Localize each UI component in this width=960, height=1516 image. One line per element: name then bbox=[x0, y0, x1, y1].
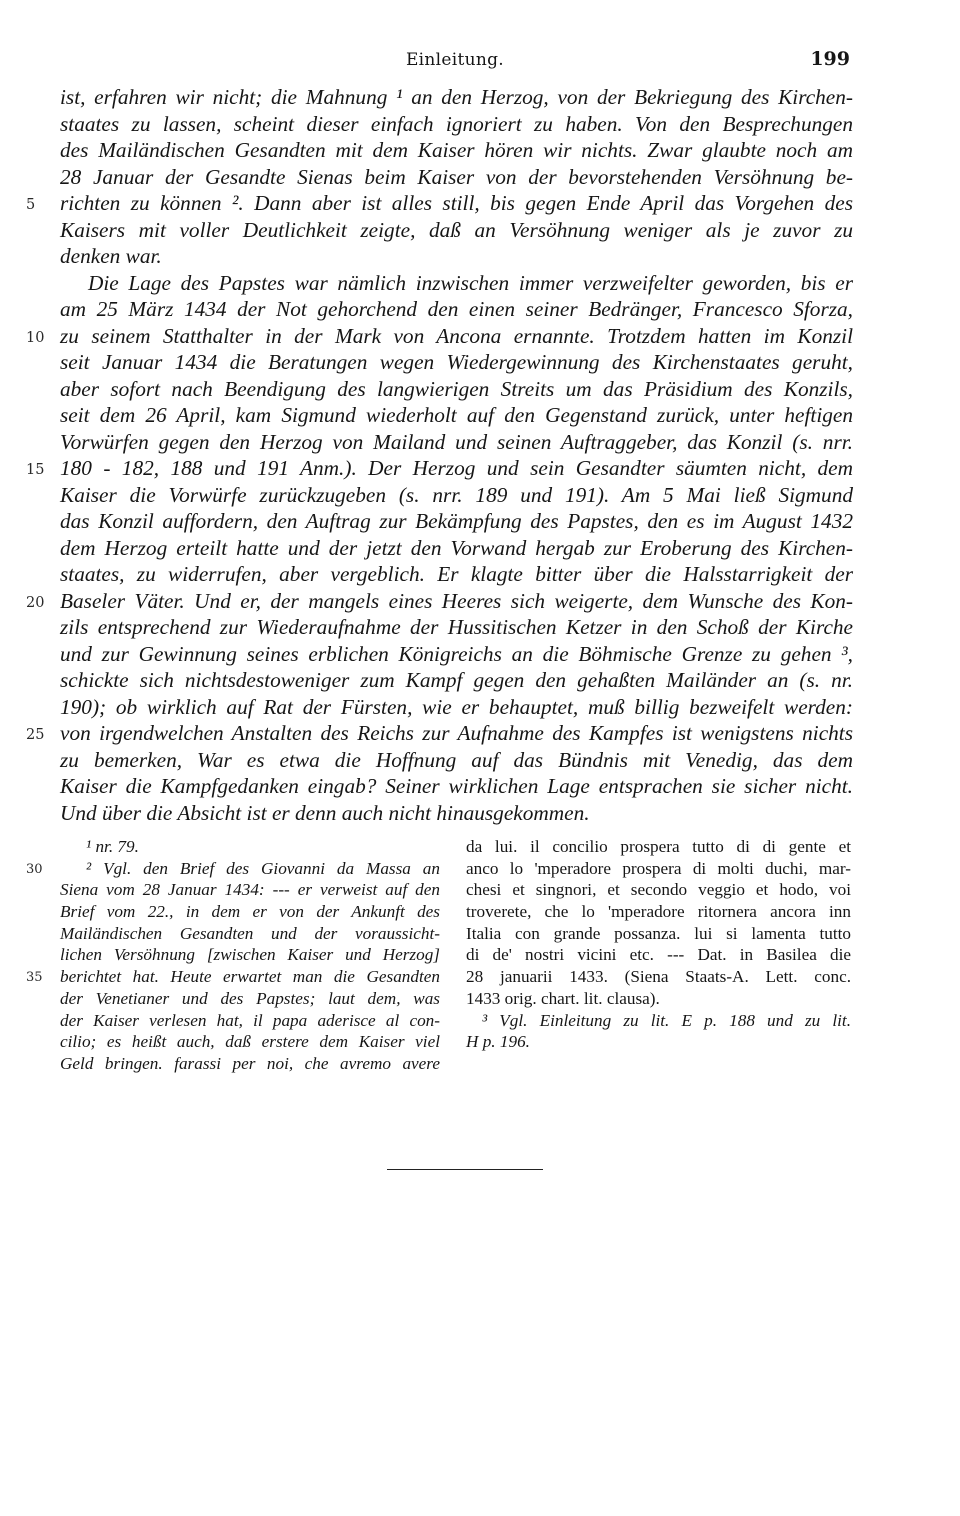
text-line: das Konzil auffordern, den Auftrag zur Bekämpfung des Papstes, den es im August 1432 bbox=[60, 509, 853, 533]
text-line: 15 180 - 182, 188 und 191 Anm.). Der Herzog und sein Gesandter säumten nicht, dem bbox=[26, 456, 853, 480]
text-line: staates, zu widerrufen, aber vergeblich. Er klagte bitter über die Halsstarrigkeit der bbox=[60, 562, 853, 586]
text-line: 25 von irgendwelchen Anstalten des Reichs zur Aufnahme des Kampfes ist wenigstens nichts bbox=[26, 721, 853, 745]
text-line: 20 Baseler Väter. Und er, der mangels eines Heeres sich weigerte, dem Wunsche des Kon- bbox=[26, 588, 853, 613]
footnote-line: 28 januarii 1433. (Siena Staats-A. Lett. conc. bbox=[466, 967, 851, 987]
main-text bbox=[26, 84, 853, 826]
footnote-line: Siena vom 28 Januar 1434: --- er verweist auf den bbox=[60, 880, 440, 900]
footnote-line: chesi et singnori, et secondo veggio et hodo, voi bbox=[466, 880, 851, 900]
text-line: zils entsprechend zur Wiederaufnahme der Hussitischen Ketzer in den Schoß der Kirche bbox=[60, 615, 853, 639]
text-line: Die Lage des Papstes war nämlich inzwischen immer verzweifelter geworden, bis er bbox=[88, 270, 853, 295]
text-line: des Mailändischen Gesandten mit dem Kaiser hören wir nichts. Zwar glaubte noch am bbox=[60, 138, 853, 162]
footnote-line: 30 ² Vgl. den Brief des Giovanni da Massa an bbox=[26, 858, 440, 878]
text-line: am 25 März 1434 der Not gehorchend den einen seiner Bedränger, Francesco Sforza, bbox=[60, 297, 853, 321]
footnote-line: Brief vom 22., in dem er von der Ankunft des bbox=[60, 902, 440, 922]
text-line: 10 zu seinem Statthalter in der Mark von Ancona ernannte. Trotzdem hatten im Konzil bbox=[26, 323, 853, 348]
text-line: seit dem 26 April, kam Sigmund wiederholt auf den Gegenstand zurück, unter heftigen bbox=[60, 403, 853, 427]
text-line: denken war. bbox=[60, 244, 162, 268]
footnotes-left-column bbox=[26, 836, 440, 1075]
text-line: seit Januar 1434 die Beratungen wegen Wiedergewinnung des Kirchenstaates geruht, bbox=[60, 350, 853, 374]
text-line: 5 richten zu können ². Dann aber ist alles still, bis gegen Ende April das Vorgehen des bbox=[26, 191, 853, 215]
footnote-line: der Venetianer und des Papstes; laut dem, was bbox=[60, 988, 440, 1008]
footnote-line: cilio; es heißt auch, daß erstere dem Kaiser viel bbox=[60, 1032, 440, 1052]
text-line: 190); ob wirklich auf Rat der Fürsten, wie er behauptet, muß billig bezweifelt werden: bbox=[60, 694, 853, 719]
text-line: ist, erfahren wir nicht; die Mahnung ¹ an den Herzog, von der Bekriegung des Kirchen- bbox=[60, 85, 853, 109]
footnote-line: lichen Versöhnung [zwischen Kaiser und Herzog] bbox=[60, 945, 440, 965]
text-line: aber sofort nach Beendigung des langwierigen Streits um das Präsidium des Konzils, bbox=[60, 376, 853, 401]
text-line: Kaisers mit voller Deutlichkeit zeigte, daß an Versöhnung weniger als je zuvor zu bbox=[60, 217, 853, 242]
text-line: dem Herzog erteilt hatte und der jetzt den Vorwand hergab zur Eroberung des Kirchen- bbox=[60, 535, 853, 560]
text-line: staates zu lassen, scheint dieser einfach ignoriert zu haben. Von den Besprechungen bbox=[60, 111, 853, 136]
page-number: 199 bbox=[810, 48, 850, 70]
text-line: schickte sich nichtsdestoweniger zum Kampf gegen den gehaßten Mailänder an (s. nr. bbox=[60, 668, 853, 692]
running-title: Einleitung. bbox=[405, 50, 505, 70]
text-line: zu bemerken, War es etwa die Hoffnung auf das Bündnis mit Venedig, das dem bbox=[60, 747, 853, 772]
footnote-line: Mailändischen Gesandten und der voraussicht- bbox=[60, 923, 440, 943]
page-header bbox=[60, 46, 850, 76]
footnote-line: 1433 orig. chart. lit. clausa). bbox=[466, 988, 660, 1008]
footnote-line: troverete, che lo 'mperadore ritornera ancora inn bbox=[466, 902, 851, 922]
text-line: 28 Januar der Gesandte Sienas beim Kaiser von der bevorstehenden Versöhnung be- bbox=[60, 164, 853, 189]
footnote-line: Italia con grande possanza. lui si lamenta tutto bbox=[466, 923, 851, 943]
text-line: Und über die Absicht ist er denn auch nicht hinausgekommen. bbox=[60, 800, 590, 825]
footnote-line: der Kaiser verlesen hat, il papa aderisce al con- bbox=[60, 1010, 440, 1030]
footnote-line: anco lo 'mperadore prospera di molti duchi, mar- bbox=[466, 858, 851, 878]
end-rule bbox=[387, 1169, 543, 1170]
footnote-line: ³ Vgl. Einleitung zu lit. E p. 188 und zu lit. bbox=[482, 1010, 851, 1030]
footnote-line: ¹ nr. 79. bbox=[86, 837, 139, 856]
footnote-line: Geld bringen. farassi per noi, che avremo avere bbox=[60, 1053, 440, 1073]
footnote-line: di de' nostri vicini etc. --- Dat. in Basilea die bbox=[466, 945, 851, 965]
footnote-line: 35 berichtet hat. Heute erwartet man die Gesandten bbox=[26, 967, 440, 987]
text-line: Kaiser die Vorwürfe zurückzugeben (s. nrr. 189 und 191). Am 5 Mai ließ Sigmund bbox=[60, 482, 853, 507]
text-line: und zur Gewinnung seines erblichen Königreichs an die Böhmische Grenze zu gehen ³, bbox=[60, 641, 853, 666]
text-line: Vorwürfen gegen den Herzog von Mailand und seinen Auftraggeber, das Konzil (s. nrr. bbox=[60, 429, 853, 454]
footnotes-right-column bbox=[466, 836, 851, 1053]
text-line: Kaiser die Kampfgedanken eingab? Seiner wirklichen Lage entsprachen sie sicher nicht. bbox=[60, 774, 853, 798]
footnote-line: H p. 196. bbox=[466, 1032, 530, 1052]
footnote-line: da lui. il concilio prospera tutto di di gente et bbox=[466, 837, 851, 856]
